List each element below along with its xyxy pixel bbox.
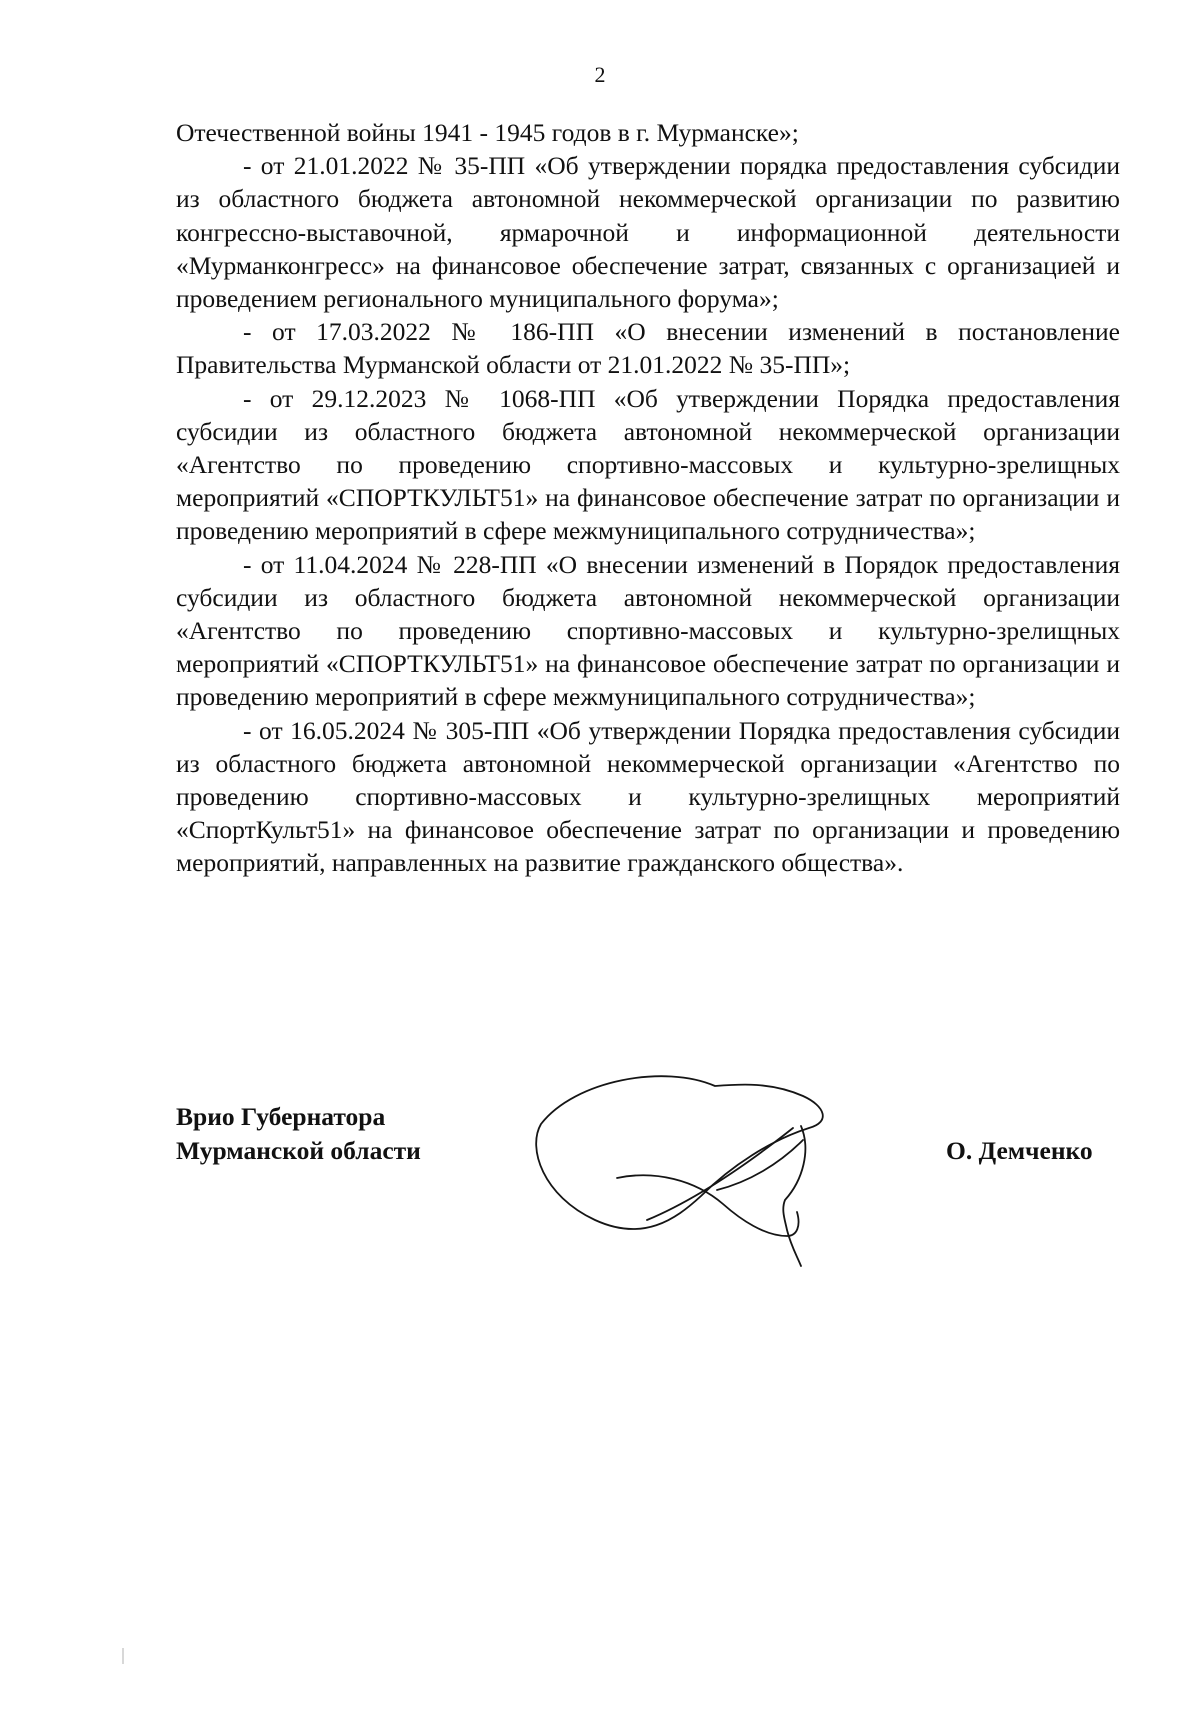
signature-loop-stroke	[536, 1076, 823, 1229]
signature-tail-stroke	[783, 1126, 805, 1266]
scan-artifact-mark	[122, 1648, 124, 1664]
paragraph-decree-35-pp: - от 21.01.2022 № 35-ПП «Об утверждении порядка предоставления субсидии из областного бюджета автономной некоммерческой организации по развитию конгрессно-выставочной, ярмарочной и информационной деятельности «Мурманконгресс» на финансовое обеспечение затрат, связанных с организацией и проведением регионального муниципального форума»;	[176, 151, 1120, 314]
signatory-position-line-2: Мурманской области	[176, 1135, 421, 1165]
signatory-name: О. Демченко	[946, 1136, 1093, 1165]
signatory-position	[176, 1100, 421, 1167]
page-number: 2	[594, 62, 606, 87]
signature-cross-stroke	[617, 1175, 799, 1236]
paragraph-decree-305-pp: - от 16.05.2024 № 305-ПП «Об утверждении Порядка предоставления субсидии из областного бюджета автономной некоммерческой организации «Агентство по проведению спортивно-массовых и культурно-зрелищных мероприятий «СпортКульт51» на финансовое обеспечение затрат по организации и проведению мероприятий, направленных на развитие гражданского общества».	[176, 715, 1120, 878]
handwritten-signature	[535, 1070, 855, 1270]
document-body	[176, 116, 1120, 880]
paragraph-decree-186-pp: - от 17.03.2022 № 186-ПП «О внесении изменений в постановление Правительства Мурманской области от 21.01.2022 № 35-ПП»;	[176, 317, 1120, 380]
paragraph-decree-228-pp: - от 11.04.2024 № 228-ПП «О внесении изменений в Порядок предоставления субсидии из областного бюджета автономной некоммерческой организации «Агентство по проведению спортивно-массовых и культурно-зрелищных мероприятий «СПОРТКУЛЬТ51» на финансовое обеспечение затрат по организации и проведению мероприятий в сфере межмуниципального сотрудничества»;	[176, 549, 1120, 712]
paragraph-decree-1068-pp: - от 29.12.2023 № 1068-ПП «Об утверждении Порядка предоставления субсидии из областного бюджета автономной некоммерческой организации «Агентство по проведению спортивно-массовых и культурно-зрелищных мероприятий «СПОРТКУЛЬТ51» на финансовое обеспечение затрат по организации и проведению мероприятий в сфере межмуниципального сотрудничества»;	[176, 383, 1120, 546]
signatory-position-line-1: Врио Губернатора	[176, 1102, 386, 1131]
paragraph-continuation: Отечественной войны 1941 - 1945 годов в г. Мурманске»;	[176, 118, 799, 147]
